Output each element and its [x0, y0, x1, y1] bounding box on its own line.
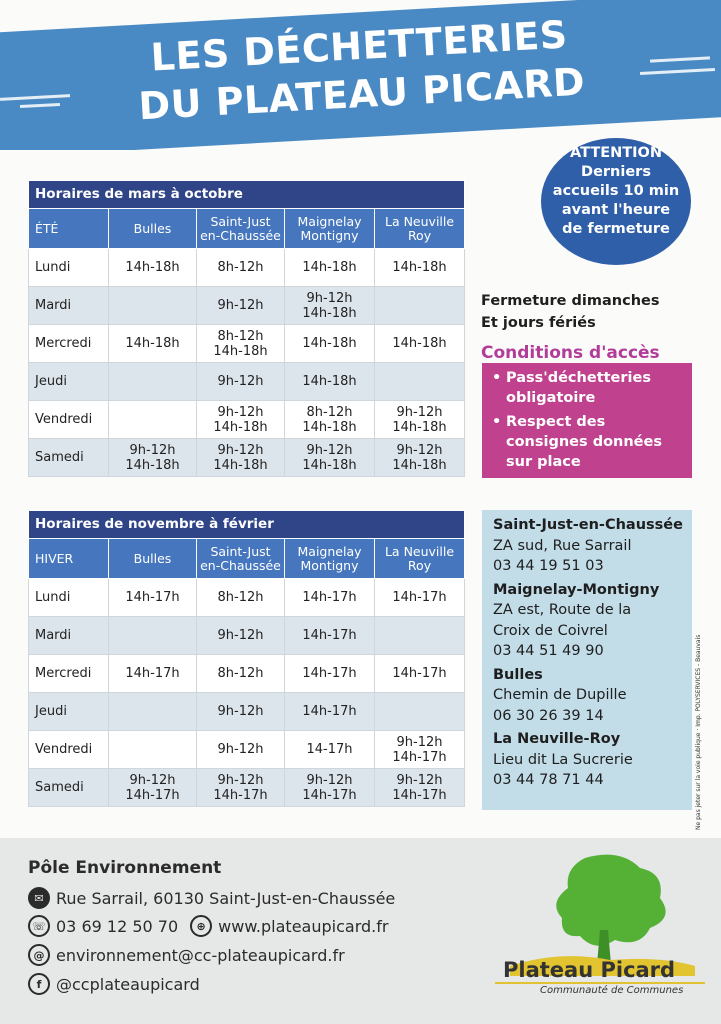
hours-cell: [109, 693, 197, 731]
table-row: [29, 617, 465, 655]
hours-cell: 14h-18h: [375, 325, 465, 363]
conditions-title: Conditions d'accès: [481, 343, 660, 363]
footer-contact-line: [28, 915, 388, 937]
hours-cell: [375, 287, 465, 325]
hours-cell: [109, 363, 197, 401]
footer-heading: Pôle Environnement: [28, 858, 222, 878]
hours-cell: 8h-12h 14h-18h: [197, 325, 285, 363]
column-header: Maignelay Montigny: [285, 539, 375, 579]
hours-cell: 9h-12h 14h-17h: [109, 769, 197, 807]
hours-cell: 9h-12h: [197, 731, 285, 769]
day-cell: Jeudi: [29, 693, 109, 731]
globe-icon: ⊕: [190, 915, 212, 937]
table-row: [29, 579, 465, 617]
footer-email: [28, 944, 345, 966]
table-row: [29, 249, 465, 287]
hours-cell: 9h-12h 14h-18h: [109, 439, 197, 477]
plateau-picard-logo: [500, 848, 700, 1008]
contacts-box: [482, 510, 692, 810]
table-row: [29, 769, 465, 807]
attention-line: accueils 10 min: [552, 183, 680, 199]
page-title-line: LES DÉCHETTERIES: [149, 12, 569, 80]
attention-badge: [541, 138, 691, 265]
table-row: [29, 363, 465, 401]
condition-item: • Pass'déchetteries obligatoire: [492, 368, 684, 408]
hours-cell: 9h-12h: [197, 363, 285, 401]
at-icon: @: [28, 944, 50, 966]
hours-cell: [109, 287, 197, 325]
footer-social: [28, 973, 200, 995]
day-cell: Mercredi: [29, 655, 109, 693]
hours-cell: 14-17h: [285, 731, 375, 769]
hours-cell: 14h-17h: [375, 655, 465, 693]
contact-name: La Neuville-Roy: [493, 731, 621, 747]
season-header: ÉTÉ: [29, 209, 109, 249]
hours-cell: 9h-12h 14h-18h: [375, 401, 465, 439]
table-row: [29, 439, 465, 477]
contact-phone: 03 44 19 51 03: [493, 558, 604, 574]
hours-cell: [375, 693, 465, 731]
envelope-icon: ✉: [28, 887, 50, 909]
conditions-box: [482, 363, 692, 478]
column-header: Bulles: [109, 209, 197, 249]
hours-cell: 9h-12h 14h-18h: [285, 439, 375, 477]
day-cell: Mardi: [29, 617, 109, 655]
phone-icon: ☏: [28, 915, 50, 937]
day-cell: Jeudi: [29, 363, 109, 401]
hours-cell: 14h-17h: [285, 579, 375, 617]
day-cell: Lundi: [29, 249, 109, 287]
table-row: [29, 325, 465, 363]
day-cell: Mardi: [29, 287, 109, 325]
contact-line: ZA est, Route de la: [493, 602, 632, 618]
attention-line: de fermeture: [562, 221, 670, 237]
facebook-icon: f: [28, 973, 50, 995]
hours-cell: 14h-17h: [375, 579, 465, 617]
contact-block: [493, 580, 692, 662]
hours-cell: 9h-12h 14h-17h: [285, 769, 375, 807]
hours-cell: 9h-12h 14h-17h: [197, 769, 285, 807]
column-header: Saint-Just en-Chaussée: [197, 539, 285, 579]
hours-cell: 14h-17h: [285, 617, 375, 655]
hours-cell: 9h-12h 14h-18h: [375, 439, 465, 477]
hours-cell: 14h-17h: [109, 655, 197, 693]
contact-name: Saint-Just-en-Chaussée: [493, 517, 683, 533]
hours-cell: 14h-18h: [285, 325, 375, 363]
footer-address: [28, 887, 395, 909]
hours-cell: 14h-17h: [109, 579, 197, 617]
hours-cell: 9h-12h: [197, 617, 285, 655]
hours-cell: 8h-12h: [197, 579, 285, 617]
hours-cell: 9h-12h: [197, 693, 285, 731]
winter-schedule-table: [28, 510, 465, 807]
contact-phone: 03 44 78 71 44: [493, 772, 604, 788]
closing-line: Fermeture dimanches: [481, 293, 660, 309]
hours-cell: 14h-17h: [285, 693, 375, 731]
logo-subtitle: Communauté de Communes: [540, 985, 684, 996]
column-header: Maignelay Montigny: [285, 209, 375, 249]
summer-schedule-table: [28, 180, 465, 477]
contact-block: [493, 515, 692, 577]
condition-item: • Respect des consignes données sur place: [492, 412, 684, 472]
table-caption: Horaires de novembre à février: [29, 511, 465, 539]
hours-cell: [109, 617, 197, 655]
day-cell: Samedi: [29, 439, 109, 477]
contact-line: Croix de Coivrel: [493, 622, 608, 639]
contact-phone: 06 30 26 39 14: [493, 707, 604, 724]
day-cell: Vendredi: [29, 731, 109, 769]
contact-line: ZA sud, Rue Sarrail: [493, 537, 632, 554]
contact-name: Bulles: [493, 666, 543, 683]
website-link[interactable]: www.plateaupicard.fr: [218, 916, 389, 936]
hours-cell: 9h-12h 14h-18h: [285, 287, 375, 325]
hours-cell: 8h-12h: [197, 249, 285, 287]
attention-line: Derniers: [581, 164, 651, 180]
season-header: HIVER: [29, 539, 109, 579]
column-header: Saint-Just en-Chaussée: [197, 209, 285, 249]
contact-block: [493, 665, 692, 727]
hours-cell: [109, 401, 197, 439]
column-header: Bulles: [109, 539, 197, 579]
hours-cell: 9h-12h 14h-17h: [375, 769, 465, 807]
hours-cell: 9h-12h 14h-17h: [375, 731, 465, 769]
hours-cell: 9h-12h: [197, 287, 285, 325]
print-credit: Ne pas jeter sur la voie publique · Imp. POLYSERVICES - Beauvais: [695, 634, 702, 830]
attention-line: ATTENTION: [570, 145, 662, 161]
hours-cell: 9h-12h 14h-18h: [197, 439, 285, 477]
closing-notice: [481, 290, 659, 334]
hours-cell: 8h-12h: [197, 655, 285, 693]
hours-cell: 14h-17h: [285, 655, 375, 693]
closing-line: Et jours fériés: [481, 315, 596, 331]
table-caption: Horaires de mars à octobre: [29, 181, 465, 209]
page-title-line: DU PLATEAU PICARD: [137, 59, 587, 129]
hours-cell: [375, 617, 465, 655]
hours-cell: 14h-18h: [375, 249, 465, 287]
table-row: [29, 287, 465, 325]
table-row: [29, 401, 465, 439]
logo-underline: [495, 982, 705, 984]
hours-cell: [375, 363, 465, 401]
hours-cell: 14h-18h: [285, 249, 375, 287]
header-banner: [0, 0, 721, 150]
day-cell: Vendredi: [29, 401, 109, 439]
hours-cell: [109, 731, 197, 769]
hours-cell: 9h-12h 14h-18h: [197, 401, 285, 439]
email-link[interactable]: environnement@cc-plateaupicard.fr: [56, 945, 345, 965]
table-row: [29, 693, 465, 731]
phone-text: 03 69 12 50 70: [56, 916, 179, 936]
day-cell: Mercredi: [29, 325, 109, 363]
column-header: La Neuville Roy: [375, 539, 465, 579]
hours-cell: 8h-12h 14h-18h: [285, 401, 375, 439]
contact-name: Maignelay-Montigny: [493, 581, 660, 598]
day-cell: Samedi: [29, 769, 109, 807]
hours-cell: 14h-18h: [285, 363, 375, 401]
hours-cell: 14h-18h: [109, 325, 197, 363]
logo-name: Plateau Picard: [503, 958, 676, 982]
hours-cell: 14h-18h: [109, 249, 197, 287]
attention-line: avant l'heure: [561, 202, 671, 218]
address-text: Rue Sarrail, 60130 Saint-Just-en-Chaussée: [56, 888, 396, 908]
table-row: [29, 655, 465, 693]
social-link[interactable]: @ccplateaupicard: [56, 974, 200, 994]
column-header: La Neuville Roy: [375, 209, 465, 249]
table-row: [29, 731, 465, 769]
day-cell: Lundi: [29, 579, 109, 617]
contact-phone: 03 44 51 49 90: [493, 643, 604, 659]
contact-line: Chemin de Dupille: [493, 687, 627, 703]
contact-block: [493, 729, 692, 791]
contact-line: Lieu dit La Sucrerie: [493, 751, 633, 768]
